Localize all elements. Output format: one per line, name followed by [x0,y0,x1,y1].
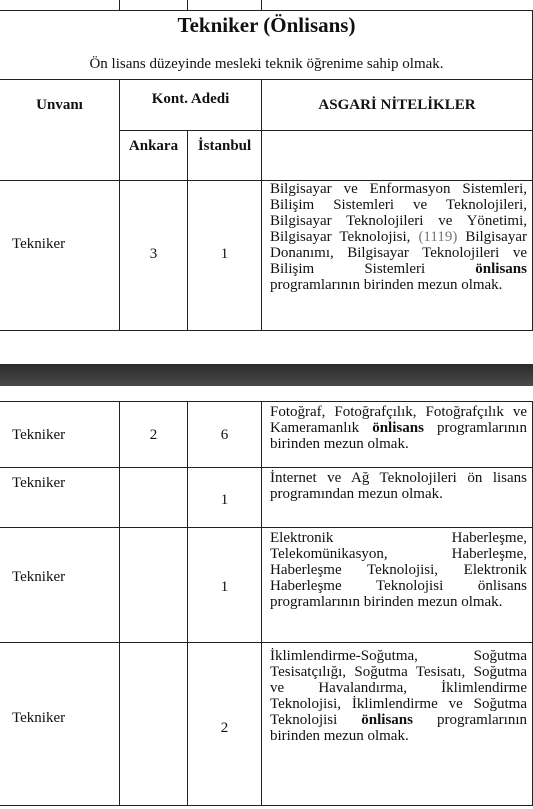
req-code: (1119) [418,229,458,245]
row-ankara: 2 [120,401,188,468]
row-istanbul: 6 [188,401,262,468]
row-requirements [262,181,533,331]
req-bold: önlisans [475,261,527,277]
row-title: Tekniker [0,181,120,331]
upper-table [0,0,533,331]
row-title: Tekniker [0,643,120,806]
stub-cell [0,0,120,10]
req-text: Bilgisayar ve Enformasyon Sistemleri, Bilişim Sistemleri ve Teknolojileri, Bilgisayar Teknolojileri ve Yönetimi, Bilgisayar Teknolojisi, [270,181,527,245]
stub-cell [120,0,188,10]
lower-table [0,401,533,809]
req-text: programlarının birinden mezun olmak. [270,420,527,452]
section-subtitle: Ön lisans düzeyinde mesleki teknik öğrenime sahip olmak. [89,56,444,72]
header-istanbul: İstanbul [188,131,262,181]
row-ankara [120,468,188,528]
row-istanbul: 1 [188,528,262,643]
row-ankara: 3 [120,181,188,331]
row-istanbul: 1 [188,181,262,331]
req-text: programlarının birinden mezun olmak. [270,277,503,293]
req-bold: önlisans [361,712,413,728]
header-empty [262,131,533,181]
req-text: programlarının birinden mezun olmak. [270,712,527,744]
section-header [0,10,533,80]
row-requirements [262,643,533,806]
row-title: Tekniker [0,401,120,468]
row-ankara [120,528,188,643]
req-text: Fotoğraf, Fotoğrafçılık, Fotoğrafçılık ve Kameramanlık [270,404,527,436]
section-title: Tekniker (Önlisans) [177,13,356,37]
req-text: İnternet ve Ağ Teknolojileri ön lisans programından mezun olmak. [270,470,527,502]
page-separator [0,364,533,386]
row-requirements [262,401,533,468]
row-istanbul: 2 [188,643,262,806]
header-count: Kont. Adedi [120,80,262,131]
row-requirements [262,528,533,643]
req-text: İklimlendirme-Soğutma, Soğutma Tesisatçılığı, Soğutma Tesisatı, Soğutma ve Havalandırma, İklimlendirme Teknolojisi, İklimlendirme ve Soğutma Teknolojisi [270,648,527,728]
row-title: Tekniker [0,528,120,643]
row-requirements [262,468,533,528]
row-title: Tekniker [0,468,120,528]
row-ankara [120,643,188,806]
header-requirements: ASGARİ NİTELİKLER [262,80,533,131]
req-bold: önlisans [372,420,424,436]
row-istanbul: 1 [188,468,262,528]
header-title: Unvanı [0,80,120,181]
header-empty [0,131,120,181]
stub-cell [188,0,262,10]
req-text: Elektronik Haberleşme, Telekomünikasyon, Haberleşme, Haberleşme Teknolojisi, Elektronik Haberleşme Teknolojisi önlisans programlarının birinden mezun olmak. [270,530,527,610]
req-text: Bilgisayar Donanımı, Bilgisayar Teknolojileri ve Bilişim Sistemleri [270,229,527,277]
header-ankara: Ankara [120,131,188,181]
